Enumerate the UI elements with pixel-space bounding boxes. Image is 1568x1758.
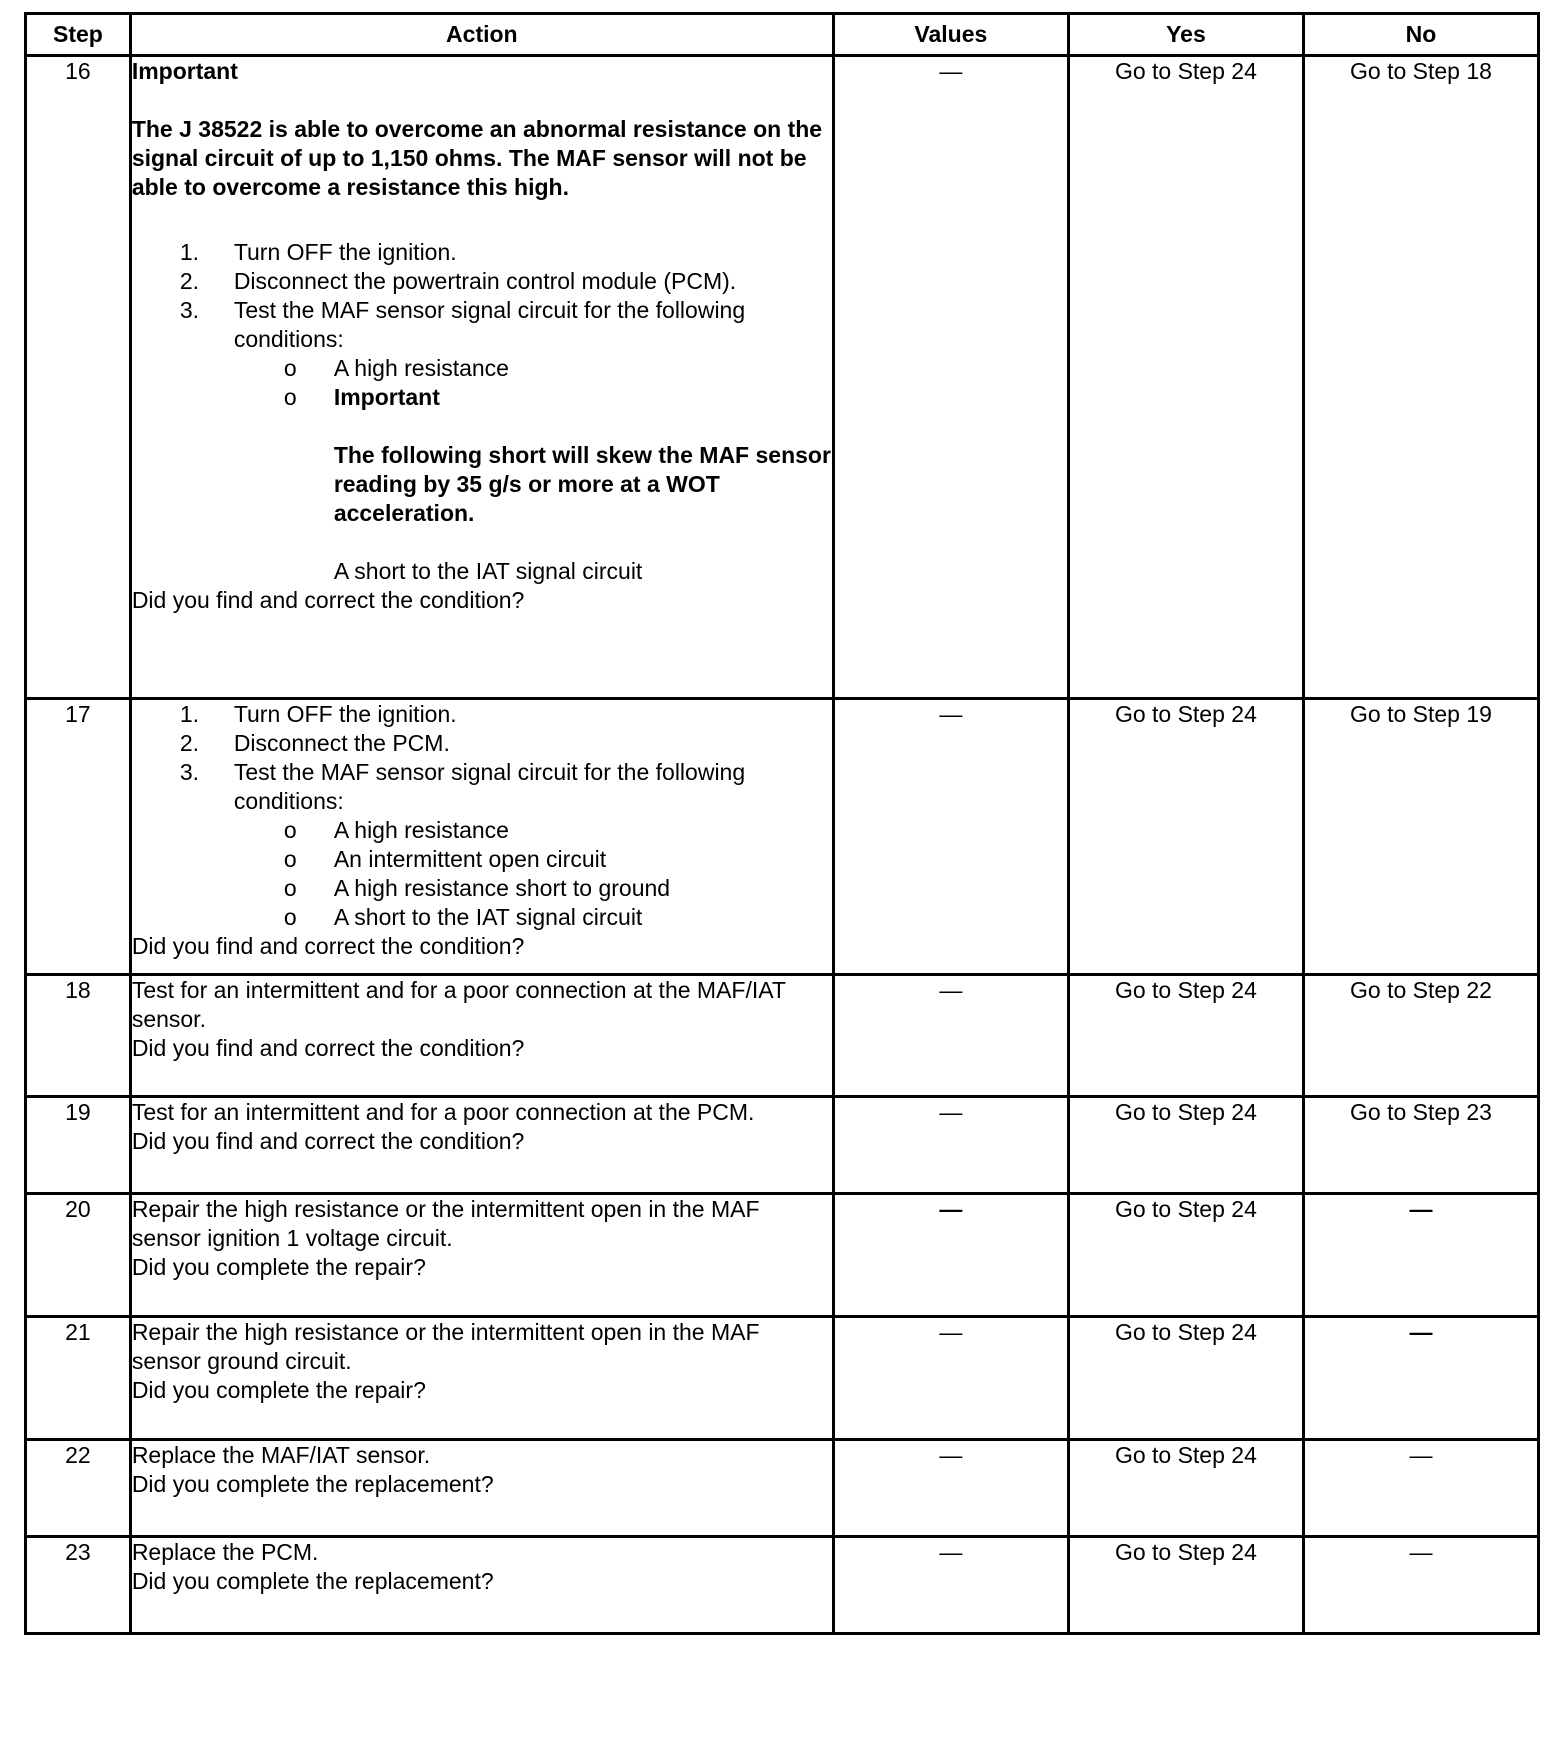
- table-row: [26, 1440, 1539, 1537]
- yes-cell: Go to Step 24: [1068, 975, 1303, 1097]
- step-number: 23: [26, 1537, 131, 1634]
- list-item: o Important: [283, 384, 440, 410]
- step-number: 21: [26, 1317, 131, 1440]
- step-number: 22: [26, 1440, 131, 1537]
- action-text: Replace the MAF/IAT sensor.: [131, 1442, 431, 1468]
- header-step: Step: [26, 14, 131, 56]
- step-number: 17: [26, 699, 131, 975]
- question-text: Did you find and correct the condition?: [131, 1128, 525, 1154]
- action-cell: [130, 1537, 833, 1634]
- values-cell: —: [833, 1097, 1068, 1194]
- no-cell: —: [1303, 1440, 1538, 1537]
- list-item: 3. Test the MAF sensor signal circuit for the following conditions:: [179, 297, 746, 352]
- yes-cell: Go to Step 24: [1068, 699, 1303, 975]
- header-row: [26, 14, 1539, 56]
- step-number: 19: [26, 1097, 131, 1194]
- table-row: [26, 1194, 1539, 1317]
- step-number: 18: [26, 975, 131, 1097]
- list-item: 2. Disconnect the PCM.: [179, 730, 450, 756]
- action-steps: [132, 238, 832, 354]
- action-cell: [130, 56, 833, 699]
- question-text: Did you complete the replacement?: [131, 1471, 494, 1497]
- question-text: Did you find and correct the condition?: [131, 1035, 525, 1061]
- no-cell: —: [1303, 1537, 1538, 1634]
- list-item: 1. Turn OFF the ignition.: [179, 239, 457, 265]
- question-text: Did you complete the repair?: [131, 1254, 426, 1280]
- question-text: Did you find and correct the condition?: [131, 933, 525, 959]
- action-text: Repair the high resistance or the intermittent open in the MAF sensor ground circuit.: [131, 1319, 760, 1374]
- table-row: [26, 1317, 1539, 1440]
- action-text: Repair the high resistance or the intermittent open in the MAF sensor ignition 1 voltage circuit.: [131, 1196, 760, 1251]
- table-row: [26, 56, 1539, 699]
- no-cell: —: [1303, 1317, 1538, 1440]
- action-cell: [130, 975, 833, 1097]
- yes-cell: Go to Step 24: [1068, 1317, 1303, 1440]
- yes-cell: Go to Step 24: [1068, 1440, 1303, 1537]
- list-item: o An intermittent open circuit: [283, 846, 607, 872]
- values-cell: —: [833, 56, 1068, 699]
- action-cell: [130, 699, 833, 975]
- no-cell: Go to Step 18: [1303, 56, 1538, 699]
- diagnostic-table: [24, 12, 1540, 1635]
- values-cell: —: [833, 975, 1068, 1097]
- step-number: 16: [26, 56, 131, 699]
- values-cell: —: [833, 1317, 1068, 1440]
- step-number: 20: [26, 1194, 131, 1317]
- yes-cell: Go to Step 24: [1068, 1537, 1303, 1634]
- action-cell: [130, 1194, 833, 1317]
- bullet-icon: o: [283, 875, 297, 901]
- action-steps: [132, 700, 832, 816]
- bullet-icon: o: [283, 817, 297, 843]
- list-item: 1. Turn OFF the ignition.: [179, 701, 457, 727]
- important-text: The J 38522 is able to overcome an abnormal resistance on the signal circuit of up to 1,150 ohms. The MAF sensor will not be able to overcome a resistance this high.: [131, 116, 823, 200]
- yes-cell: Go to Step 24: [1068, 1097, 1303, 1194]
- table-row: [26, 699, 1539, 975]
- condition-list: [132, 816, 832, 932]
- bullet-icon: o: [283, 384, 297, 410]
- header-yes: Yes: [1068, 14, 1303, 56]
- table-row: [26, 975, 1539, 1097]
- bullet-icon: o: [283, 355, 297, 381]
- question-text: Did you complete the repair?: [131, 1377, 426, 1403]
- yes-cell: Go to Step 24: [1068, 1194, 1303, 1317]
- condition-list: [132, 354, 832, 412]
- list-item: 3. Test the MAF sensor signal circuit for the following conditions:: [179, 759, 746, 814]
- list-item: o A high resistance: [283, 817, 509, 843]
- no-cell: Go to Step 23: [1303, 1097, 1538, 1194]
- no-cell: —: [1303, 1194, 1538, 1317]
- list-item: o A high resistance short to ground: [283, 875, 671, 901]
- no-cell: Go to Step 19: [1303, 699, 1538, 975]
- action-text: Test for an intermittent and for a poor connection at the MAF/IAT sensor.: [131, 977, 786, 1032]
- important-note: The following short will skew the MAF sensor reading by 35 g/s or more at a WOT acceleration.: [333, 442, 831, 526]
- action-cell: [130, 1097, 833, 1194]
- condition-text: A short to the IAT signal circuit: [333, 558, 643, 584]
- action-cell: [130, 1440, 833, 1537]
- values-cell: —: [833, 1537, 1068, 1634]
- header-action: Action: [130, 14, 833, 56]
- table-row: [26, 1097, 1539, 1194]
- list-item: o A high resistance: [283, 355, 509, 381]
- question-text: Did you find and correct the condition?: [131, 587, 525, 613]
- header-no: No: [1303, 14, 1538, 56]
- action-cell: [130, 1317, 833, 1440]
- action-text: Replace the PCM.: [131, 1539, 319, 1565]
- header-values: Values: [833, 14, 1068, 56]
- no-cell: Go to Step 22: [1303, 975, 1538, 1097]
- values-cell: —: [833, 1194, 1068, 1317]
- table-row: [26, 1537, 1539, 1634]
- yes-cell: Go to Step 24: [1068, 56, 1303, 699]
- bullet-icon: o: [283, 846, 297, 872]
- list-item: o A short to the IAT signal circuit: [283, 904, 643, 930]
- values-cell: —: [833, 699, 1068, 975]
- values-cell: —: [833, 1440, 1068, 1537]
- action-text: Test for an intermittent and for a poor connection at the PCM.: [131, 1099, 755, 1125]
- bullet-icon: o: [283, 904, 297, 930]
- question-text: Did you complete the replacement?: [131, 1568, 494, 1594]
- important-title: Important: [131, 58, 238, 84]
- list-item: 2. Disconnect the powertrain control module (PCM).: [179, 268, 737, 294]
